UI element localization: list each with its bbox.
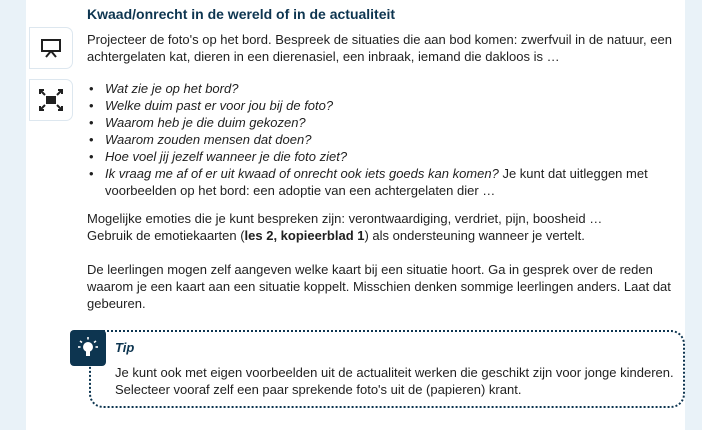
section-heading: Kwaad/onrecht in de wereld of in de actualiteit xyxy=(87,6,396,22)
tip-text: Je kunt ook met eigen voorbeelden uit de actualiteit werken die geschikt zijn voor jonge kinderen. Selecteer vooraf zelf een paar sprekende foto's uit de (papieren) krant. xyxy=(115,365,674,397)
present-button[interactable] xyxy=(30,28,72,68)
list-item: • Welke duim past er voor jou bij de foto? xyxy=(89,98,334,113)
intro-paragraph: Projecteer de foto's op het bord. Bespreek de situaties die aan bod komen: zwerfvuil in de natuur, een achtergelaten kat, dieren in een dierenasiel, een inbraak, iemand die dakloos is … xyxy=(87,32,672,64)
left-margin xyxy=(0,0,26,430)
list-item: • Waarom zouden mensen dat doen? xyxy=(89,132,312,147)
emotions-paragraph: Mogelijke emoties die je kunt bespreken zijn: verontwaardiging, verdriet, pijn, boosheid … Gebruik de emotiekaarten (les 2, kopieerblad 1) als ondersteuning wanneer je vertelt. xyxy=(87,211,603,243)
right-margin xyxy=(685,0,702,430)
page-content xyxy=(26,0,685,430)
list-item: • Waarom heb je die duim gekozen? xyxy=(89,115,306,130)
list-item: • Ik vraag me af of er uit kwaad of onrecht ook iets goeds kan komen? Je kunt dat uitleggen met voorbeelden op het bord: een adoptie van een achtergelaten dier … xyxy=(89,166,648,198)
question-list xyxy=(87,80,677,199)
tip-label: Tip xyxy=(115,340,135,355)
lightbulb-icon xyxy=(70,330,106,366)
presentation-icon xyxy=(40,38,62,58)
closing-paragraph: De leerlingen mogen zelf aangeven welke kaart bij een situatie hoort. Ga in gesprek over de reden waarom je een kaart aan een situatie koppelt. Misschien denken sommige leerlingen anders. Laat dat gebeuren. xyxy=(87,262,671,311)
list-item: • Wat zie je op het bord? xyxy=(89,81,239,96)
fullscreen-icon xyxy=(39,89,63,111)
list-item: • Hoe voel jij jezelf wanneer je die foto ziet? xyxy=(89,149,348,164)
fullscreen-button[interactable] xyxy=(30,80,72,120)
